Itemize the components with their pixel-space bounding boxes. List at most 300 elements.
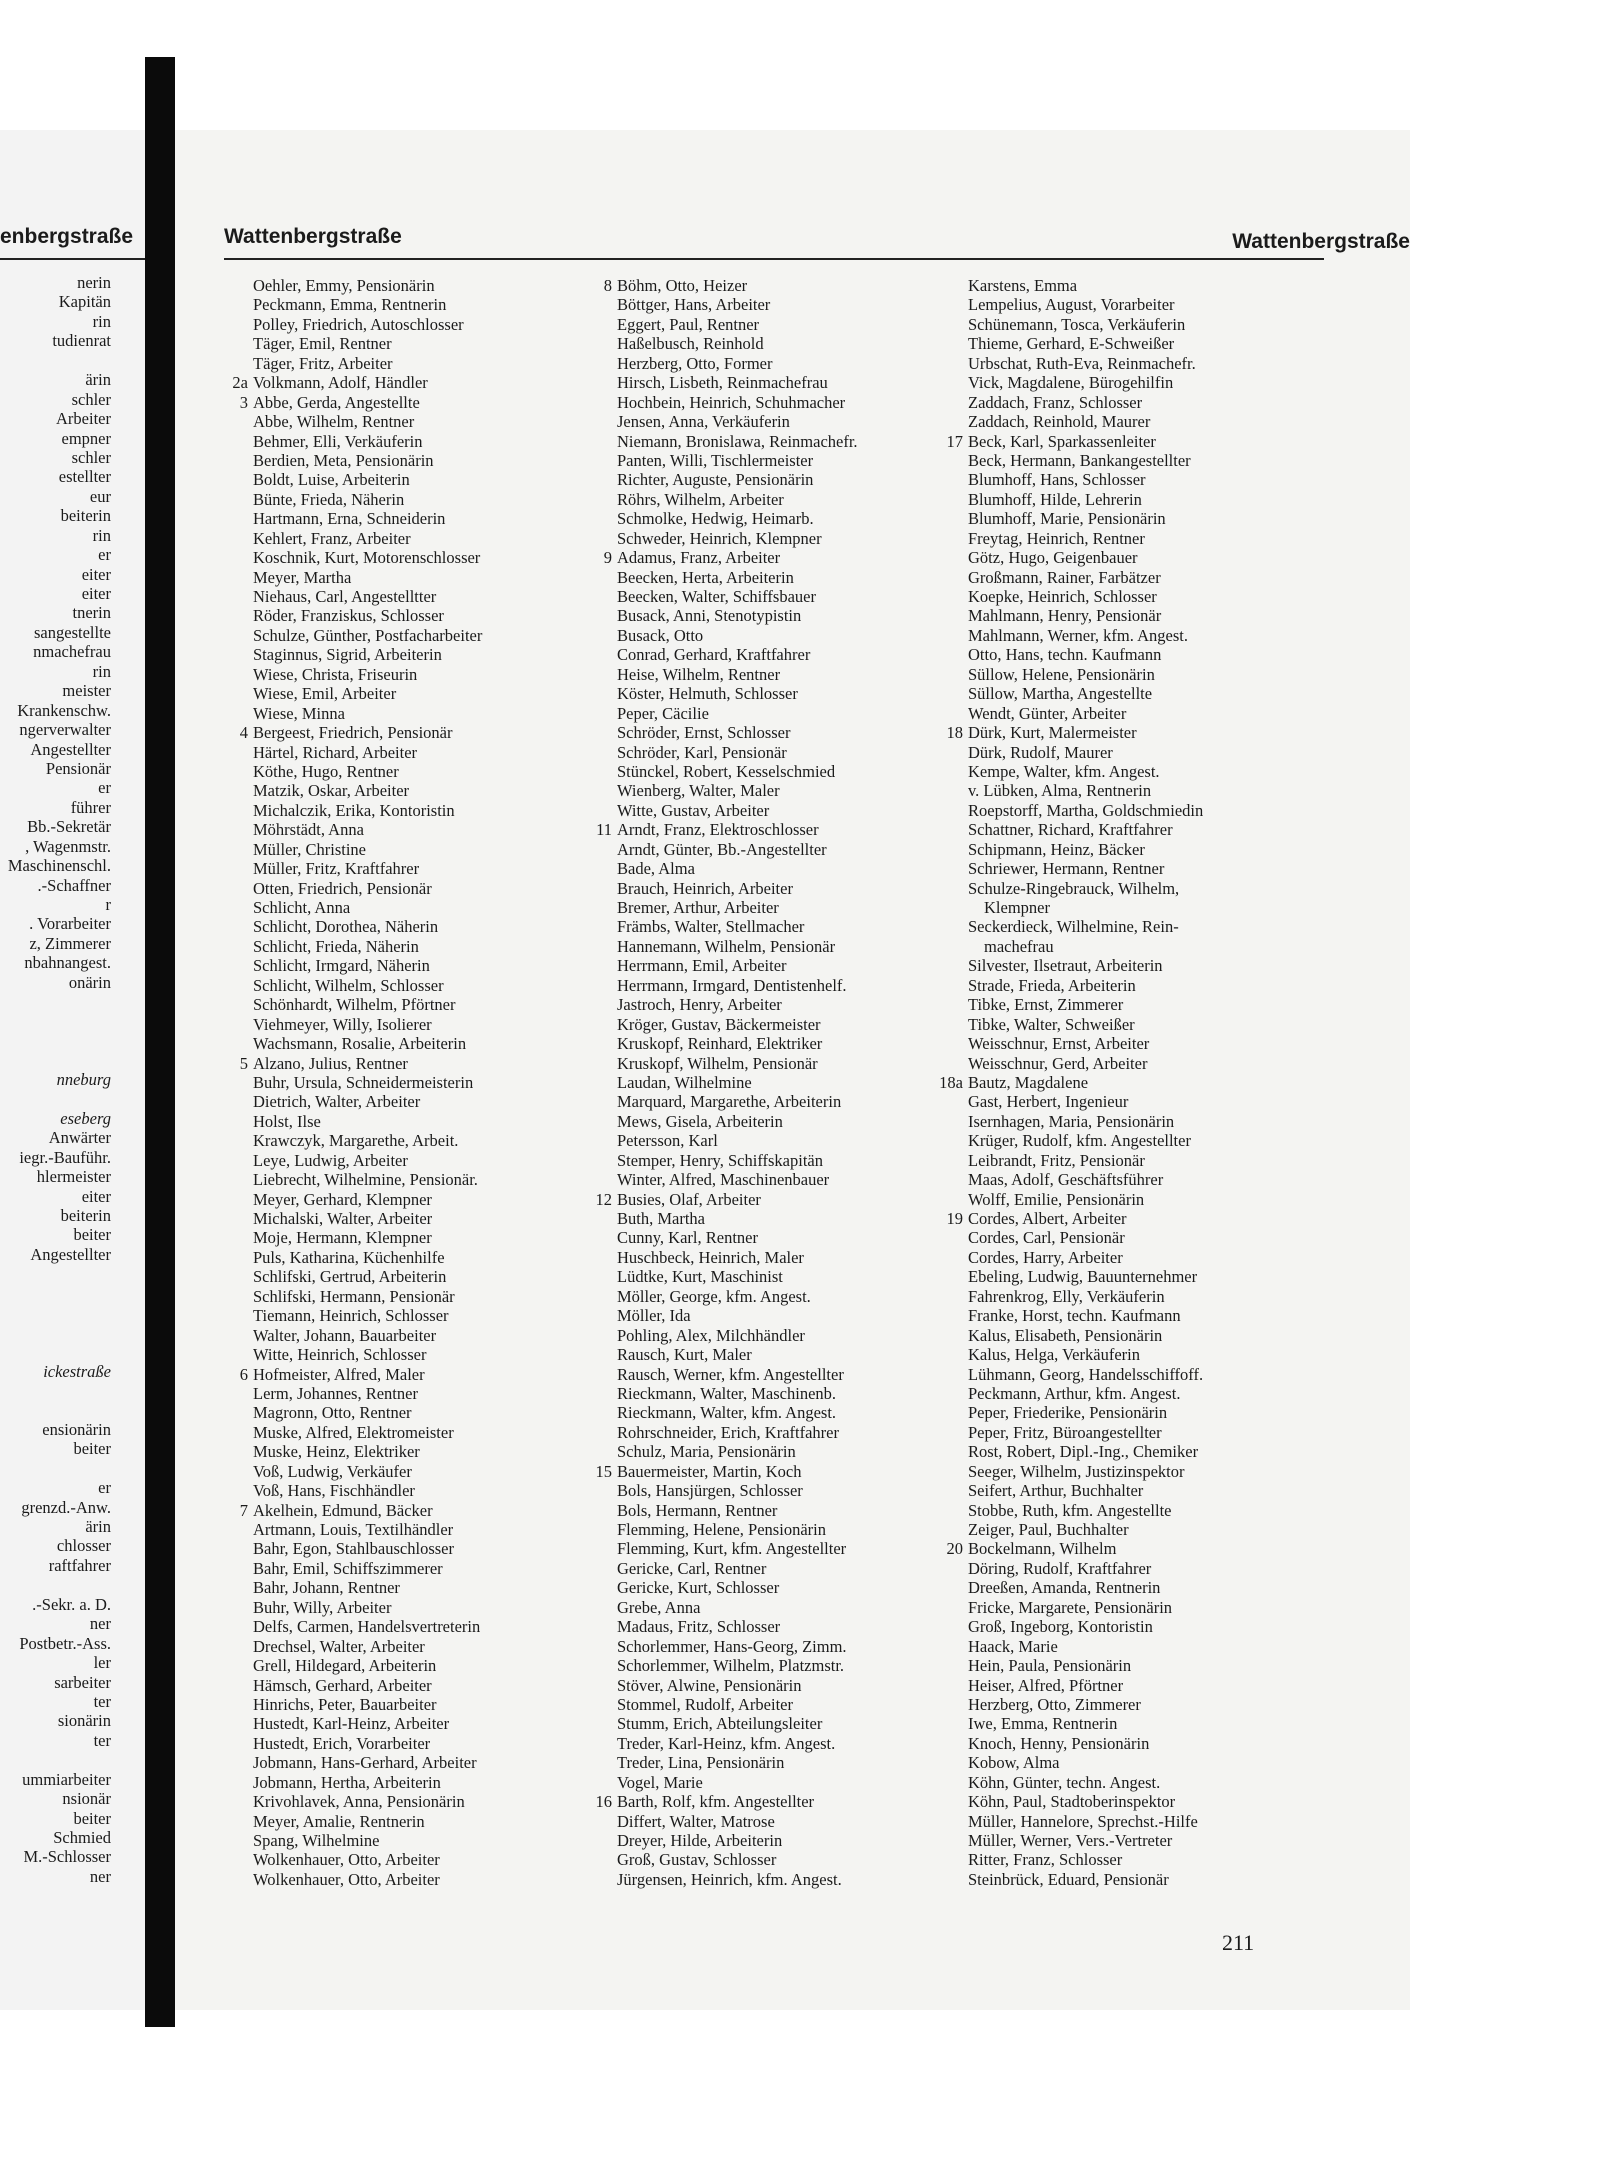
resident-entry-text: Dreeßen, Amanda, Rentnerin [968, 1578, 1161, 1598]
directory-entry [617, 859, 858, 878]
resident-entry-text: Kruskopf, Reinhard, Elektriker [617, 1034, 823, 1054]
house-number: 16 [595, 1792, 612, 1812]
resident-entry-text: Gast, Herbert, Ingenieur [968, 1092, 1129, 1112]
resident-entry-text: Puls, Katharina, Küchenhilfe [253, 1247, 445, 1267]
resident-entry-text: Köster, Helmuth, Schlosser [617, 684, 798, 704]
resident-entry-text: Wachsmann, Rosalie, Arbeiterin [253, 1034, 467, 1054]
resident-entry-text: Berdien, Meta, Pensionärin [253, 450, 434, 470]
directory-entry [968, 1831, 1203, 1850]
resident-entry-text: Kalus, Helga, Verkäuferin [968, 1345, 1140, 1365]
resident-entry-text: Akelhein, Edmund, Bäcker [253, 1500, 433, 1520]
resident-entry-text: Krawczyk, Margarethe, Arbeit. [253, 1131, 459, 1151]
house-number: 19 [946, 1209, 963, 1228]
resident-entry-text: Schönhardt, Wilhelm, Pförtner [253, 995, 456, 1015]
directory-entry [253, 587, 482, 606]
resident-entry-text: Schlicht, Frieda, Näherin [253, 936, 419, 956]
directory-entry [617, 568, 858, 587]
resident-entry-text: Herrmann, Emil, Arbeiter [617, 956, 787, 976]
directory-entry [617, 1539, 858, 1558]
resident-entry-text: Holst, Ilse [253, 1111, 321, 1131]
directory-entry [253, 879, 482, 898]
directory-entry [617, 1228, 858, 1247]
directory-entry [253, 1831, 482, 1850]
directory-entry [253, 840, 482, 859]
directory-entry [617, 1870, 858, 1889]
previous-page-fragment: .-Schaffner [37, 875, 111, 895]
directory-entry [617, 1578, 858, 1597]
directory-entry [968, 1345, 1203, 1364]
resident-entry-text: Adamus, Franz, Arbeiter [617, 548, 781, 568]
resident-entry-text: Bauermeister, Martin, Koch [617, 1461, 802, 1481]
resident-entry-text: Haack, Marie [968, 1636, 1058, 1656]
resident-entry-text: Bahr, Egon, Stahlbauschlosser [253, 1539, 454, 1559]
directory-entry [603, 548, 858, 568]
resident-entry-text: Spang, Wilhelmine [253, 1831, 380, 1850]
resident-entry-text: Gericke, Kurt, Schlosser [617, 1578, 780, 1598]
resident-entry-text: Muske, Alfred, Elektromeister [253, 1422, 454, 1442]
directory-entry [232, 373, 482, 393]
resident-entry-text: Muske, Heinz, Elektriker [253, 1442, 420, 1462]
resident-entry-text: Treder, Lina, Pensionärin [617, 1753, 785, 1773]
resident-entry-text: Vick, Magdalene, Bürogehilfin [968, 373, 1174, 393]
directory-entry [253, 412, 482, 431]
directory-entry [617, 470, 858, 489]
directory-entry [968, 1403, 1203, 1422]
resident-entry-text: Knoch, Henny, Pensionärin [968, 1733, 1150, 1753]
resident-entry-text: Wiese, Christa, Friseurin [253, 664, 418, 684]
resident-entry-text: Boldt, Luise, Arbeiterin [253, 470, 410, 490]
directory-entry [253, 1559, 482, 1578]
directory-entry [968, 976, 1203, 995]
directory-entry [617, 956, 858, 975]
resident-entry-text: Roepstorff, Martha, Goldschmiedin [968, 800, 1204, 820]
house-number: 8 [603, 276, 612, 295]
resident-entry-text: Cunny, Karl, Rentner [617, 1228, 758, 1248]
house-number: 4 [239, 723, 248, 743]
directory-entry [617, 1131, 858, 1150]
previous-page-fragment: Schmied [53, 1828, 111, 1847]
resident-entry-text: Schröder, Ernst, Schlosser [617, 723, 791, 743]
directory-entry [253, 1637, 482, 1656]
resident-entry-text: Niehaus, Carl, Angestelltter [253, 587, 437, 606]
previous-page-fragment: ärin [85, 1517, 111, 1536]
directory-entry [968, 1578, 1203, 1597]
directory-entry [617, 334, 858, 353]
directory-entry [968, 1248, 1203, 1267]
resident-entry-text: Herrmann, Irmgard, Dentistenhelf. [617, 975, 847, 995]
resident-entry-text: Koepke, Heinrich, Schlosser [968, 587, 1157, 606]
directory-entry [253, 1617, 482, 1636]
directory-entry [253, 295, 482, 314]
directory-entry [617, 1015, 858, 1034]
resident-entry-text: Bols, Hansjürgen, Schlosser [617, 1481, 803, 1501]
directory-entry [968, 509, 1203, 528]
resident-entry-text: Jobmann, Hertha, Arbeiterin [253, 1772, 441, 1792]
resident-entry-text: Abbe, Wilhelm, Rentner [253, 412, 415, 432]
resident-entry-text: Schriewer, Hermann, Rentner [968, 859, 1165, 879]
directory-entry [617, 1501, 858, 1520]
previous-page-fragment: nneburg [56, 1069, 111, 1089]
directory-entry [968, 1617, 1203, 1636]
resident-entry-text: Beecken, Herta, Arbeiterin [617, 567, 794, 587]
directory-entry [253, 1850, 482, 1869]
previous-page-fragment: raftfahrer [48, 1555, 111, 1575]
previous-page-fragment: er [98, 545, 111, 565]
directory-entry [239, 723, 482, 743]
directory-entry [253, 1520, 482, 1539]
resident-entry-text: Götz, Hugo, Geigenbauer [968, 548, 1138, 568]
directory-entry [253, 334, 482, 353]
directory-entry [253, 315, 482, 334]
directory-entry [617, 684, 858, 703]
resident-entry-text: Stommel, Rudolf, Arbeiter [617, 1694, 793, 1714]
resident-entry-text: Bremer, Arthur, Arbeiter [617, 898, 779, 917]
directory-entry [968, 412, 1203, 431]
house-number: 18a [939, 1072, 963, 1092]
directory-entry [617, 917, 858, 936]
directory-entry [253, 606, 482, 625]
directory-entry [253, 956, 482, 975]
resident-entry-text: Groß, Gustav, Schlosser [617, 1850, 777, 1870]
resident-entry-text: Müller, Christine [253, 839, 366, 859]
directory-entry [253, 1442, 482, 1461]
resident-entry-text: Cordes, Carl, Pensionär [968, 1228, 1125, 1248]
directory-entry [946, 1209, 1203, 1228]
resident-entry-text: Cordes, Albert, Arbeiter [968, 1209, 1127, 1228]
directory-entry [253, 451, 482, 470]
directory-entry [968, 1384, 1203, 1403]
directory-entry [968, 295, 1203, 314]
directory-entry [968, 859, 1203, 878]
resident-entry-text: Blumhoff, Hans, Schlosser [968, 470, 1146, 490]
resident-entry-text: Schulze-Ringebrauck, Wilhelm, [968, 878, 1180, 898]
resident-entry-text: Polley, Friedrich, Autoschlosser [253, 314, 464, 334]
directory-entry [617, 1598, 858, 1617]
resident-entry-text: Schulz, Maria, Pensionärin [617, 1442, 796, 1462]
resident-entry-text: Wiese, Minna [253, 703, 345, 723]
resident-entry-text: Viehmeyer, Willy, Isolierer [253, 1014, 432, 1034]
directory-entry [239, 1500, 482, 1520]
directory-entry [968, 1267, 1203, 1286]
directory-entry [617, 1267, 858, 1286]
directory-entry [968, 1054, 1203, 1073]
directory-entry [617, 879, 858, 898]
directory-entry [968, 393, 1203, 412]
resident-entry-text: Bergeest, Friedrich, Pensionär [253, 723, 453, 743]
directory-entry [968, 1637, 1203, 1656]
directory-entry [253, 1073, 482, 1092]
directory-entry [253, 626, 482, 645]
resident-entry-text: Stöver, Alwine, Pensionärin [617, 1675, 802, 1695]
directory-entry [253, 1423, 482, 1442]
resident-entry-text: Meyer, Gerhard, Klempner [253, 1189, 432, 1209]
resident-entry-text: Blumhoff, Marie, Pensionärin [968, 509, 1166, 529]
previous-page-fragment: er [98, 778, 111, 798]
directory-entry [253, 548, 482, 567]
directory-entry [253, 1228, 482, 1247]
directory-entry [617, 1559, 858, 1578]
resident-entry-text: Röhrs, Wilhelm, Arbeiter [617, 489, 784, 509]
directory-entry [968, 451, 1203, 470]
directory-entry [968, 956, 1203, 975]
resident-entry-text: Peckmann, Emma, Rentnerin [253, 295, 447, 315]
resident-entry-text: Köthe, Hugo, Rentner [253, 761, 399, 781]
previous-page-fragment: ummiarbeiter [22, 1769, 111, 1789]
resident-entry-text: Drechsel, Walter, Arbeiter [253, 1636, 425, 1656]
directory-entry [253, 1287, 482, 1306]
resident-entry-text: Hofmeister, Alfred, Maler [253, 1364, 425, 1384]
directory-entry [253, 1734, 482, 1753]
previous-page-fragment: Postbetr.-Ass. [19, 1633, 111, 1653]
resident-entry-text: Abbe, Gerda, Angestellte [253, 392, 420, 412]
resident-entry-text: Möhrstädt, Anna [253, 820, 364, 840]
directory-entry [968, 606, 1203, 625]
directory-entry [617, 490, 858, 509]
directory-entry [253, 354, 482, 373]
resident-entry-text: Voß, Hans, Fischhändler [253, 1481, 415, 1501]
directory-entry [253, 1131, 482, 1150]
previous-page-rule [0, 258, 145, 260]
resident-entry-text: Groß, Ingeborg, Kontoristin [968, 1617, 1153, 1637]
previous-page-fragment: meister [62, 681, 111, 701]
directory-entry [253, 1656, 482, 1675]
resident-entry-text: Lüdtke, Kurt, Maschinist [617, 1267, 783, 1287]
directory-entry [617, 393, 858, 412]
previous-page-fragment: eur [89, 486, 111, 506]
directory-entry [617, 295, 858, 314]
resident-entry-text: Kröger, Gustav, Bäckermeister [617, 1014, 821, 1034]
resident-entry-text: Krivohlavek, Anna, Pensionärin [253, 1792, 465, 1812]
directory-entry [968, 276, 1203, 295]
resident-entry-text: Seckerdieck, Wilhelmine, Rein- [968, 917, 1179, 937]
resident-entry-text: Otto, Hans, techn. Kaufmann [968, 645, 1162, 665]
resident-entry-text: Müller, Hannelore, Sprechst.-Hilfe [968, 1811, 1198, 1831]
previous-page-fragment: rin [92, 661, 111, 681]
directory-entry [617, 781, 858, 800]
resident-entry-text: Hein, Paula, Pensionärin [968, 1656, 1132, 1676]
resident-entry-text: Weisschnur, Gerd, Arbeiter [968, 1053, 1148, 1073]
resident-entry-text: Zaddach, Franz, Schlosser [968, 392, 1143, 412]
directory-entry [253, 645, 482, 664]
directory-entry [253, 1034, 482, 1053]
directory-entry [603, 276, 858, 295]
directory-entry [968, 1015, 1203, 1034]
directory-entry [617, 509, 858, 528]
directory-entry [617, 451, 858, 470]
resident-entry-text: Köhn, Günter, techn. Angest. [968, 1772, 1161, 1792]
resident-entry-text: Schattner, Richard, Kraftfahrer [968, 820, 1173, 840]
directory-entry [253, 1676, 482, 1695]
directory-entry [617, 1442, 858, 1461]
directory-entry [239, 1364, 482, 1384]
directory-entry [617, 976, 858, 995]
directory-entry [253, 995, 482, 1014]
previous-page-fragment: Anwärter [48, 1128, 111, 1148]
previous-page-fragment: eiter [81, 584, 111, 603]
directory-entry [253, 1539, 482, 1558]
directory-entry [253, 1267, 482, 1286]
resident-entry-text: Iwe, Emma, Rentnerin [968, 1714, 1118, 1734]
previous-page-fragment: nbahnangest. [24, 953, 111, 973]
resident-entry-text: Böttger, Hans, Arbeiter [617, 295, 771, 315]
directory-entry [617, 743, 858, 762]
resident-entry-text: Dürk, Kurt, Malermeister [968, 723, 1137, 743]
resident-entry-text: Schlicht, Anna [253, 898, 351, 917]
directory-entry [617, 704, 858, 723]
resident-entry-text: Peckmann, Arthur, kfm. Angest. [968, 1383, 1181, 1403]
directory-entry [617, 1753, 858, 1772]
directory-entry [968, 917, 1203, 936]
directory-entry [617, 1170, 858, 1189]
previous-page-fragment: Krankenschw. [17, 700, 111, 720]
directory-entry [968, 470, 1203, 489]
directory-entry [968, 1365, 1203, 1384]
resident-entry-text: Michalski, Walter, Arbeiter [253, 1209, 433, 1228]
resident-entry-text: Behmer, Elli, Verkäuferin [253, 431, 423, 451]
directory-entry [617, 1112, 858, 1131]
directory-entry [253, 704, 482, 723]
directory-entry [968, 1753, 1203, 1772]
resident-entry-text: Seeger, Wilhelm, Justizinspektor [968, 1461, 1185, 1481]
directory-entry [253, 490, 482, 509]
resident-entry-text: Stumm, Erich, Abteilungsleiter [617, 1714, 823, 1734]
resident-entry-text: Stemper, Henry, Schiffskapitän [617, 1150, 824, 1170]
resident-entry-text: Huschbeck, Heinrich, Maler [617, 1247, 804, 1267]
directory-entry [968, 1151, 1203, 1170]
directory-entry [617, 1151, 858, 1170]
directory-entry [253, 801, 482, 820]
directory-entry [968, 1656, 1203, 1675]
resident-entry-text: Rausch, Kurt, Maler [617, 1345, 752, 1365]
resident-entry-text: Bols, Hermann, Rentner [617, 1500, 778, 1520]
resident-entry-text: Schulze, Günther, Postfacharbeiter [253, 625, 483, 645]
directory-entry [253, 762, 482, 781]
resident-entry-text: Wendt, Günter, Arbeiter [968, 703, 1127, 723]
directory-entry [253, 1812, 482, 1831]
resident-entry-text: Bautz, Magdalene [968, 1072, 1089, 1092]
directory-entry [968, 684, 1203, 703]
resident-entry-text: Witte, Heinrich, Schlosser [253, 1345, 427, 1365]
resident-entry-text: Treder, Karl-Heinz, kfm. Angest. [617, 1733, 836, 1753]
directory-entry [617, 1617, 858, 1636]
resident-entry-text: Rieckmann, Walter, Maschinenb. [617, 1383, 837, 1403]
resident-entry-text: Tibke, Ernst, Zimmerer [968, 995, 1124, 1015]
directory-entry [968, 1812, 1203, 1831]
directory-entry [617, 432, 858, 451]
resident-entry-text: Bahr, Johann, Rentner [253, 1578, 400, 1598]
resident-entry-text: Rieckmann, Walter, kfm. Angest. [617, 1403, 837, 1423]
directory-entry [968, 1131, 1203, 1150]
resident-entry-text: Beck, Hermann, Bankangestellter [968, 450, 1191, 470]
resident-entry-text: Süllow, Martha, Angestellte [968, 684, 1153, 704]
directory-entry [253, 1481, 482, 1500]
directory-entry [253, 276, 482, 295]
directory-entry [617, 1676, 858, 1695]
directory-entry [617, 1734, 858, 1753]
resident-entry-text: Petersson, Karl [617, 1131, 718, 1151]
resident-entry-text: Dietrich, Walter, Arbeiter [253, 1092, 421, 1112]
resident-entry-text: Bünte, Frieda, Näherin [253, 489, 405, 509]
directory-entry [595, 1189, 858, 1209]
previous-page-fragment: Pensionär [45, 758, 111, 778]
previous-page-fragment: grenzd.-Anw. [21, 1497, 111, 1517]
resident-entry-text: Kalus, Elisabeth, Pensionärin [968, 1325, 1163, 1345]
directory-entry [253, 432, 482, 451]
resident-entry-text: Döring, Rudolf, Kraftfahrer [968, 1558, 1152, 1578]
resident-entry-text: Bockelmann, Wilhelm [968, 1539, 1117, 1559]
previous-page-fragment: ickestraße [43, 1361, 111, 1381]
previous-page-fragment: eiter [81, 1186, 111, 1206]
resident-entry-text: Mews, Gisela, Arbeiterin [617, 1111, 783, 1131]
directory-entry [253, 1345, 482, 1364]
previous-page-fragment: ärin [85, 370, 111, 390]
directory-entry [253, 917, 482, 936]
directory-entry [968, 1481, 1203, 1500]
directory-entry [253, 976, 482, 995]
directory-entry [968, 587, 1203, 606]
resident-entry-text: Staginnus, Sigrid, Arbeiterin [253, 645, 442, 665]
resident-entry-text: Böhm, Otto, Heizer [617, 276, 748, 295]
directory-entry [968, 762, 1203, 781]
directory-entry [968, 1326, 1203, 1345]
previous-page-fragment: ner [89, 1866, 111, 1886]
directory-entry [968, 1170, 1203, 1189]
resident-entry-text: Schröder, Karl, Pensionär [617, 742, 787, 762]
directory-entry [253, 1792, 482, 1811]
directory-entry [968, 354, 1203, 373]
directory-entry [968, 1714, 1203, 1733]
house-number: 18 [946, 723, 963, 743]
resident-entry-text: Grell, Hildegard, Arbeiterin [253, 1656, 437, 1676]
directory-entry [968, 1190, 1203, 1209]
previous-page-fragment: ensionärin [42, 1419, 111, 1439]
previous-page-header: enbergstraße [0, 225, 134, 248]
resident-entry-text: Zeiger, Paul, Buchhalter [968, 1520, 1129, 1539]
resident-entry-text: Seifert, Arthur, Buchhalter [968, 1481, 1144, 1501]
directory-entry [617, 1287, 858, 1306]
previous-page-fragment: eseberg [60, 1108, 111, 1128]
resident-entry-text: Otten, Friedrich, Pensionär [253, 878, 432, 898]
resident-entry-text: Hustedt, Erich, Vorarbeiter [253, 1733, 431, 1753]
directory-entry [253, 1326, 482, 1345]
previous-page-fragment: ter [93, 1691, 111, 1711]
previous-page-fragment: schler [71, 447, 111, 467]
resident-entry-text: Niemann, Bronislawa, Reinmachefr. [617, 431, 858, 451]
page-number: 211 [1222, 1930, 1255, 1955]
resident-entry-text: Buhr, Ursula, Schneidermeisterin [253, 1072, 474, 1092]
previous-page-fragment: onärin [68, 972, 111, 992]
directory-entry [968, 645, 1203, 664]
resident-entry-text: Täger, Fritz, Arbeiter [253, 353, 393, 373]
resident-entry-text: Hinrichs, Peter, Bauarbeiter [253, 1694, 437, 1714]
directory-entry [968, 1306, 1203, 1325]
resident-entry-text: Pohling, Alex, Milchhändler [617, 1325, 805, 1345]
resident-entry-text: Tibke, Walter, Schweißer [968, 1014, 1135, 1034]
resident-entry-text: Mahlmann, Werner, kfm. Angest. [968, 625, 1188, 645]
house-number: 20 [946, 1539, 963, 1559]
directory-entry [968, 373, 1203, 392]
resident-entry-text: Großmann, Rainer, Farbätzer [968, 567, 1161, 587]
directory-entry [968, 1034, 1203, 1053]
previous-page-fragment: sangestellte [34, 622, 111, 642]
directory-entry [968, 1287, 1203, 1306]
resident-entry-text: Schipmann, Heinz, Bäcker [968, 839, 1145, 859]
directory-entry [617, 587, 858, 606]
directory-entry [617, 373, 858, 392]
house-number: 2a [232, 373, 248, 393]
resident-entry-text: Karstens, Emma [968, 276, 1078, 295]
resident-entry-text: machefrau [984, 936, 1054, 956]
